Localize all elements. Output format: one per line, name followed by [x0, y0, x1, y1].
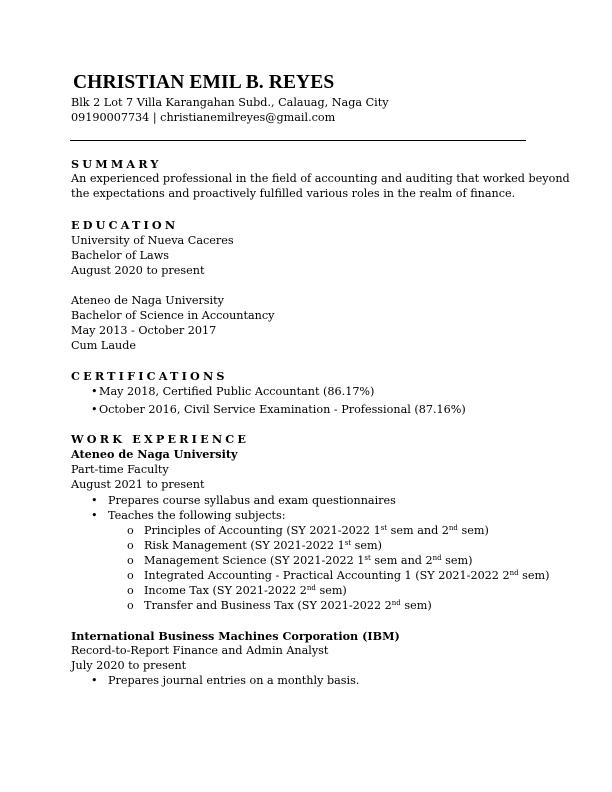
subject-item: Principles of Accounting (SY 2021-2022 1st sem and 2nd sem) [144, 524, 489, 537]
education-degree: Bachelor of Science in Accountancy [71, 309, 275, 322]
bullet-icon: • [91, 509, 98, 522]
job-dates: August 2021 to present [71, 478, 205, 491]
job-company: Ateneo de Naga University [71, 447, 238, 461]
summary-line: the expectations and proactively fulfilled various roles in the realm of finance. [71, 187, 516, 200]
sub-bullet-icon: o [127, 554, 134, 567]
job-bullet: Prepares journal entries on a monthly basis. [108, 674, 360, 687]
subject-item: Income Tax (SY 2021-2022 2nd sem) [144, 584, 347, 597]
certification-item: May 2018, Certified Public Accountant (86.17%) [99, 385, 375, 398]
education-degree: Bachelor of Laws [71, 249, 170, 262]
education-dates: May 2013 - October 2017 [71, 324, 217, 337]
bullet-icon: • [91, 385, 98, 398]
certifications-heading: CERTIFICATIONS [71, 369, 228, 383]
subject-item: Management Science (SY 2021-2022 1st sem and 2nd sem) [144, 554, 473, 567]
candidate-name: CHRISTIAN EMIL B. REYES [73, 72, 335, 93]
subject-item: Transfer and Business Tax (SY 2021-2022 2nd sem) [144, 599, 432, 612]
sub-bullet-icon: o [127, 524, 134, 537]
job-bullet: Teaches the following subjects: [108, 509, 286, 522]
subject-item: Integrated Accounting - Practical Accounting 1 (SY 2021-2022 2nd sem) [144, 569, 550, 582]
education-dates: August 2020 to present [71, 264, 205, 277]
job-dates: July 2020 to present [71, 659, 187, 672]
sub-bullet-icon: o [127, 539, 134, 552]
sub-bullet-icon: o [127, 569, 134, 582]
job-company: International Business Machines Corporation (IBM) [71, 629, 400, 643]
bullet-icon: • [91, 494, 98, 507]
contact-info: 09190007734 | christianemilreyes@gmail.com [71, 111, 336, 124]
education-school: Ateneo de Naga University [71, 294, 224, 307]
sub-bullet-icon: o [127, 584, 134, 597]
summary-line: An experienced professional in the field of accounting and auditing that worked beyond [71, 172, 570, 185]
address: Blk 2 Lot 7 Villa Karangahan Subd., Calauag, Naga City [71, 96, 389, 109]
bullet-icon: • [91, 674, 98, 687]
education-school: University of Nueva Caceres [71, 234, 234, 247]
education-heading: EDUCATION [71, 218, 179, 232]
work-heading: WORK EXPERIENCE [71, 432, 250, 446]
bullet-icon: • [91, 403, 98, 416]
sub-bullet-icon: o [127, 599, 134, 612]
header-divider [70, 140, 526, 141]
job-bullet: Prepares course syllabus and exam questionnaires [108, 494, 396, 507]
education-honor: Cum Laude [71, 339, 137, 352]
certification-item: October 2016, Civil Service Examination - Professional (87.16%) [99, 403, 466, 416]
subject-item: Risk Management (SY 2021-2022 1st sem) [144, 539, 383, 552]
job-title: Record-to-Report Finance and Admin Analyst [71, 644, 329, 657]
job-title: Part-time Faculty [71, 463, 169, 476]
summary-heading: SUMMARY [71, 157, 162, 171]
